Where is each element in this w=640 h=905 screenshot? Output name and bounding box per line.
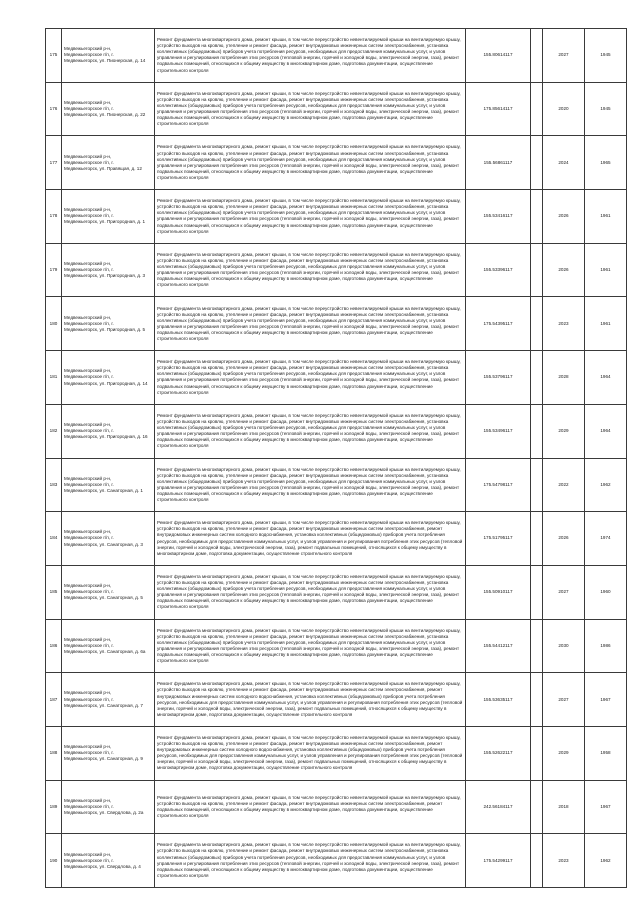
address-street: Медвежьегорск, ул. Пионерская, д. 22 (64, 112, 146, 118)
spacer-cell (531, 297, 543, 351)
works-cell (155, 243, 466, 297)
address-district: Медвежьегорский р-н, (64, 153, 112, 159)
area-cell: 242.56184117 (466, 780, 531, 834)
spacer-cell (531, 834, 543, 888)
works-cell (155, 29, 466, 83)
table-row (46, 29, 627, 83)
table-row (46, 619, 627, 673)
table-row (46, 512, 627, 566)
works-text: Ремонт фундамента многоквартирного дома, ремонт крыши, в том числе переустройство невентилируемой крыши на вентилируемую крышу, устройство выходов на кровлю, утепление и ремонт фасада, ремонт внутридомовых инженерных систем электроснабжения, ремонт внутридомовых инженерных систем холодного водоснабжения, установка коллективных (общедомовых) приборов учета потребления ресурсов, необходимых для предоставления коммунальных услуг, и узлов управления и регулирования потребления этих ресурсов (тепловой энергии, горячей и холодной воды, электрической энергии, газа), ремонт подвальных помещений, относящихся к общему имуществу в многоквартирном доме, подготовка документации, осуществление строительного контроля (157, 681, 463, 717)
table-row (46, 243, 627, 297)
table-row (46, 780, 627, 834)
area-cell: 175.54299117 (466, 834, 531, 888)
works-cell (155, 190, 466, 244)
build-year-cell: 1960 (585, 565, 627, 619)
area-cell: 175.85614117 (466, 82, 531, 136)
row-number: 175 (46, 29, 62, 83)
plan-year-cell: 2027 (543, 673, 585, 727)
build-year-cell: 1958 (585, 726, 627, 780)
works-cell (155, 351, 466, 405)
address-settlement: Медвежьегорское г/п, г. (64, 159, 114, 165)
row-number: 185 (46, 565, 62, 619)
address-cell (62, 780, 155, 834)
row-number: 179 (46, 243, 62, 297)
table-row (46, 834, 627, 888)
build-year-cell: 1961 (585, 190, 627, 244)
plan-year-cell: 2028 (543, 351, 585, 405)
address-street: Медвежьегорск, ул. Санаторная, д. 5 (64, 595, 143, 601)
spacer-cell (531, 136, 543, 190)
build-year-cell: 1961 (585, 297, 627, 351)
build-year-cell: 1964 (585, 404, 627, 458)
plan-year-cell: 2026 (543, 190, 585, 244)
address-cell (62, 512, 155, 566)
works-cell (155, 404, 466, 458)
spacer-cell (531, 619, 543, 673)
row-number: 187 (46, 673, 62, 727)
address-district: Медвежьегорский р-н, (64, 99, 112, 105)
address-street: Медвежьегорск, ул. Санаторная, д. 7 (64, 702, 143, 708)
build-year-cell: 1965 (585, 136, 627, 190)
plan-year-cell: 2026 (543, 512, 585, 566)
table-row (46, 565, 627, 619)
area-cell: 155.52622117 (466, 726, 531, 780)
area-cell: 155.53416117 (466, 190, 531, 244)
works-text: Ремонт фундамента многоквартирного дома, ремонт крыши, в том числе переустройство невентилируемой крыши на вентилируемую крышу, устройство выходов на кровлю, утепление и ремонт фасада, ремонт внутридомовых инженерных систем электроснабжения, установка коллективных (общедомовых) приборов учета потребления ресурсов, необходимых для предоставления коммунальных услуг, и узлов управления и регулирования потребления этих ресурсов (тепловой энергии, горячей и холодной воды, электрической энергии, газа), ремонт подвальных помещений, относящихся к общему имуществу в многоквартирном доме, подготовка документации, осуществление строительного контроля (157, 412, 461, 449)
area-cell: 175.54798117 (466, 458, 531, 512)
address-settlement: Медвежьегорское г/п, г. (64, 642, 114, 648)
address-street: Медвежьегорск, ул. Пионерская, д. 14 (64, 58, 146, 64)
address-settlement: Медвежьегорское г/п, г. (64, 481, 114, 487)
area-cell: 155.56861117 (466, 136, 531, 190)
address-street: Медвежьегорск, ул. Санаторная, д. 6а (64, 648, 146, 654)
area-cell: 175.54395117 (466, 297, 531, 351)
address-cell (62, 834, 155, 888)
build-year-cell: 1967 (585, 673, 627, 727)
works-cell (155, 82, 466, 136)
build-year-cell: 1945 (585, 29, 627, 83)
address-district: Медвежьегорский р-н, (64, 636, 112, 642)
address-street: Медвежьегорск, ул. Пригородная, д. 14 (64, 380, 148, 386)
works-text: Ремонт фундамента многоквартирного дома, ремонт крыши, в том числе переустройство невентилируемой крыши на вентилируемую крышу, устройство выходов на кровлю, утепление и ремонт фасада, ремонт внутридомовых инженерных систем электроснабжения, установка коллективных (общедомовых) приборов учета потребления ресурсов, необходимых для предоставления коммунальных услуг, и узлов управления и регулирования потребления этих ресурсов (тепловой энергии, горячей и холодной воды, электрической энергии, газа), ремонт подвальных помещений, относящихся к общему имуществу в многоквартирном доме, подготовка документации, осуществление строительного контроля (157, 198, 461, 234)
address-district: Медвежьегорский р-н, (64, 46, 112, 52)
address-street: Медвежьегорск, ул. Свердлова, д. 4 (64, 863, 141, 869)
address-district: Медвежьегорский р-н, (64, 475, 112, 481)
spacer-cell (531, 673, 543, 727)
spacer-cell (531, 565, 543, 619)
works-cell (155, 297, 466, 351)
works-cell (155, 565, 466, 619)
address-cell (62, 136, 155, 190)
build-year-cell: 1974 (585, 512, 627, 566)
works-cell (155, 512, 466, 566)
plan-year-cell: 2030 (543, 619, 585, 673)
area-cell: 155.50910117 (466, 565, 531, 619)
row-number: 182 (46, 404, 62, 458)
works-text: Ремонт фундамента многоквартирного дома, ремонт крыши, в том числе переустройство невентилируемой крыши на вентилируемую крышу, устройство выходов на кровлю, утепление и ремонт фасада, ремонт внутридомовых инженерных систем электроснабжения, ремонт внутридомовых инженерных систем холодного водоснабжения, установка коллективных (общедомовых) приборов учета потребления ресурсов, необходимых для предоставления коммунальных услуг, и узлов управления и регулирования потребления этих ресурсов (тепловой энергии, горячей и холодной воды, электрической энергии, газа), ремонт подвальных помещений, относящихся к общему имуществу в многоквартирном доме, подготовка документации, осуществление строительного контроля (157, 520, 463, 556)
address-cell (62, 82, 155, 136)
row-number: 180 (46, 297, 62, 351)
address-street: Медвежьегорск, ул. Санаторная, д. 3 (64, 541, 143, 547)
address-district: Медвежьегорский р-н, (64, 529, 112, 535)
row-number: 186 (46, 619, 62, 673)
plan-year-cell: 2027 (543, 29, 585, 83)
spacer-cell (531, 458, 543, 512)
address-settlement: Медвежьегорское г/п, г. (64, 589, 114, 595)
works-cell (155, 673, 466, 727)
address-settlement: Медвежьегорское г/п, г. (64, 52, 114, 58)
address-settlement: Медвежьегорское г/п, г. (64, 320, 114, 326)
plan-year-cell: 2023 (543, 834, 585, 888)
address-settlement: Медвежьегорское г/п, г. (64, 696, 114, 702)
spacer-cell (531, 404, 543, 458)
row-number: 181 (46, 351, 62, 405)
plan-year-cell: 2022 (543, 458, 585, 512)
works-text: Ремонт фундамента многоквартирного дома, ремонт крыши, в том числе переустройство невентилируемой крыши на вентилируемую крышу, устройство выходов на кровлю, утепление и ремонт фасада, ремонт внутридомовых инженерных систем электроснабжения, ремонт внутридомовых инженерных систем холодного водоснабжения, установка коллективных (общедомовых) приборов учета потребления ресурсов, необходимых для предоставления коммунальных услуг, и узлов управления и регулирования потребления этих ресурсов (тепловой энергии, горячей и холодной воды, электрической энергии, газа), ремонт подвальных помещений, относящихся к общему имуществу в многоквартирном доме, подготовка документации, осуществление строительного контроля (157, 735, 463, 771)
works-cell (155, 619, 466, 673)
row-number: 178 (46, 190, 62, 244)
table-row (46, 726, 627, 780)
address-district: Медвежьегорский р-н, (64, 314, 112, 320)
build-year-cell: 1964 (585, 351, 627, 405)
address-district: Медвежьегорский р-н, (64, 422, 112, 428)
address-district: Медвежьегорский р-н, (64, 207, 112, 213)
address-district: Медвежьегорский р-н, (64, 583, 112, 589)
area-cell: 155.53496117 (466, 404, 531, 458)
area-cell: 155.54412117 (466, 619, 531, 673)
table-body (46, 29, 627, 888)
works-cell (155, 726, 466, 780)
table-row (46, 458, 627, 512)
works-text: Ремонт фундамента многоквартирного дома, ремонт крыши, в том числе переустройство невентилируемой крыши на вентилируемую крышу, устройство выходов на кровлю, утепление и ремонт фасада, ремонт внутридомовых инженерных систем электроснабжения, установка коллективных (общедомовых) приборов учета потребления ресурсов, необходимых для предоставления коммунальных услуг, и узлов управления и регулирования потребления этих ресурсов (тепловой энергии, горячей и холодной воды, электрической энергии, газа), ремонт подвальных помещений, относящихся к общему имуществу в многоквартирном доме, подготовка документации, осуществление строительного контроля (157, 466, 461, 503)
works-cell (155, 780, 466, 834)
address-settlement: Медвежьегорское г/п, г. (64, 213, 114, 219)
build-year-cell: 1961 (585, 243, 627, 297)
address-street: Медвежьегорск, ул. Пригородная, д. 1 (64, 219, 146, 225)
address-settlement: Медвежьегорское г/п, г. (64, 750, 114, 756)
address-settlement: Медвежьегорское г/п, г. (64, 374, 114, 380)
build-year-cell: 1945 (585, 82, 627, 136)
row-number: 177 (46, 136, 62, 190)
build-year-cell: 1962 (585, 458, 627, 512)
table-row (46, 190, 627, 244)
works-cell (155, 834, 466, 888)
spacer-cell (531, 512, 543, 566)
table-row (46, 82, 627, 136)
plan-year-cell: 2023 (543, 297, 585, 351)
address-district: Медвежьегорский р-н, (64, 690, 112, 696)
address-street: Медвежьегорск, ул. Санаторная, д. 1 (64, 487, 143, 493)
address-settlement: Медвежьегорское г/п, г. (64, 803, 114, 809)
works-text: Ремонт фундамента многоквартирного дома, ремонт крыши, в том числе переустройство невентилируемой крыши на вентилируемую крышу, устройство выходов на кровлю, утепление и ремонт фасада, ремонт внутридомовых инженерных систем электроснабжения, установка коллективных (общедомовых) приборов учета потребления ресурсов, необходимых для предоставления коммунальных услуг, и узлов управления и регулирования потребления этих ресурсов (тепловой энергии, горячей и холодной воды, электрической энергии, газа), ремонт подвальных помещений, относящихся к общему имуществу в многоквартирном доме, подготовка документации, осуществление строительного контроля (157, 251, 461, 288)
row-number: 189 (46, 780, 62, 834)
address-street: Медвежьегорск, ул. Свердлова, д. 2а (64, 810, 144, 816)
plan-year-cell: 2020 (543, 82, 585, 136)
plan-year-cell: 2024 (543, 136, 585, 190)
plan-year-cell: 2027 (543, 565, 585, 619)
works-text: Ремонт фундамента многоквартирного дома, ремонт крыши, в том числе переустройство невентилируемой крыши на вентилируемую крышу, устройство выходов на кровлю, утепление и ремонт фасада, ремонт внутридомовых инженерных систем электроснабжения, установка коллективных (общедомовых) приборов учета потребления ресурсов, необходимых для предоставления коммунальных услуг, и узлов управления и регулирования потребления этих ресурсов (тепловой энергии, горячей и холодной воды, электрической энергии, газа), ремонт подвальных помещений, относящихся к общему имуществу в многоквартирном доме, подготовка документации, осуществление строительного контроля (157, 305, 461, 341)
works-text: Ремонт фундамента многоквартирного дома, ремонт крыши, в том числе переустройство невентилируемой крыши на вентилируемую крышу, устройство выходов на кровлю, утепление и ремонт фасада, ремонт внутридомовых инженерных систем электроснабжения, установка коллективных (общедомовых) приборов учета потребления ресурсов, необходимых для предоставления коммунальных услуг, и узлов управления и регулирования потребления этих ресурсов (тепловой энергии, горячей и холодной воды, электрической энергии, газа), ремонт подвальных помещений, относящихся к общему имуществу в многоквартирном доме, подготовка документации, осуществление строительного контроля (157, 359, 461, 395)
address-cell (62, 565, 155, 619)
plan-year-cell: 2029 (543, 404, 585, 458)
table-row (46, 297, 627, 351)
address-settlement: Медвежьегорское г/п, г. (64, 857, 114, 863)
table-row (46, 673, 627, 727)
address-cell (62, 404, 155, 458)
row-number: 176 (46, 82, 62, 136)
row-number: 188 (46, 726, 62, 780)
works-cell (155, 458, 466, 512)
build-year-cell: 1967 (585, 780, 627, 834)
area-cell: 155.53635117 (466, 673, 531, 727)
row-number: 190 (46, 834, 62, 888)
address-district: Медвежьегорский р-н, (64, 797, 112, 803)
address-settlement: Медвежьегорское г/п, г. (64, 267, 114, 273)
address-street: Медвежьегорск, ул. Правящая, д. 12 (64, 165, 142, 171)
address-district: Медвежьегорский р-н, (64, 368, 112, 374)
build-year-cell: 1962 (585, 834, 627, 888)
spacer-cell (531, 780, 543, 834)
table-row (46, 404, 627, 458)
address-cell (62, 297, 155, 351)
works-text: Ремонт фундамента многоквартирного дома, ремонт крыши, в том числе переустройство невентилируемой крыши на вентилируемую крышу, устройство выходов на кровлю, утепление и ремонт фасада, ремонт внутридомовых инженерных систем электроснабжения, ремонт подвальных помещений, относящихся к общему имуществу в многоквартирном доме, подготовка документации, осуществление строительного контроля (157, 794, 461, 819)
spacer-cell (531, 243, 543, 297)
address-district: Медвежьегорский р-н, (64, 851, 112, 857)
address-cell (62, 351, 155, 405)
works-text: Ремонт фундамента многоквартирного дома, ремонт крыши, в том числе переустройство невентилируемой крыши на вентилируемую крышу, устройство выходов на кровлю, утепление и ремонт фасада, ремонт внутридомовых инженерных систем электроснабжения, установка коллективных (общедомовых) приборов учета потребления ресурсов, необходимых для предоставления коммунальных услуг, и узлов управления и регулирования потребления этих ресурсов (тепловой энергии, горячей и холодной воды, электрической энергии, газа), ремонт подвальных помещений, относящихся к общему имуществу в многоквартирном доме, подготовка документации, осуществление строительного контроля (157, 144, 461, 180)
spacer-cell (531, 29, 543, 83)
address-street: Медвежьегорск, ул. Пригородная, д. 3 (64, 273, 146, 279)
repair-program-table (45, 28, 627, 888)
works-text: Ремонт фундамента многоквартирного дома, ремонт крыши, в том числе переустройство невентилируемой крыши на вентилируемую крышу, устройство выходов на кровлю, утепление и ремонт фасада, ремонт внутридомовых инженерных систем электроснабжения, установка коллективных (общедомовых) приборов учета потребления ресурсов, необходимых для предоставления коммунальных услуг, и узлов управления и регулирования потребления этих ресурсов (тепловой энергии, горячей и холодной воды, электрической энергии, газа), ремонт подвальных помещений, относящихся к общему имуществу в многоквартирном доме, подготовка документации, осуществление строительного контроля (157, 90, 461, 127)
address-cell (62, 619, 155, 673)
address-cell (62, 726, 155, 780)
plan-year-cell: 2029 (543, 726, 585, 780)
row-number: 183 (46, 458, 62, 512)
address-street: Медвежьегорск, ул. Санаторная, д. 9 (64, 756, 143, 762)
spacer-cell (531, 351, 543, 405)
address-settlement: Медвежьегорское г/п, г. (64, 535, 114, 541)
works-text: Ремонт фундамента многоквартирного дома, ремонт крыши, в том числе переустройство невентилируемой крыши на вентилируемую крышу, устройство выходов на кровлю, утепление и ремонт фасада, ремонт внутридомовых инженерных систем электроснабжения, установка коллективных (общедомовых) приборов учета потребления ресурсов, необходимых для предоставления коммунальных услуг, и узлов управления и регулирования потребления этих ресурсов (тепловой энергии, горячей и холодной воды, электрической энергии, газа), ремонт подвальных помещений, относящихся к общему имуществу в многоквартирном доме, подготовка документации, осуществление строительного контроля (157, 627, 461, 664)
address-cell (62, 29, 155, 83)
table-row (46, 136, 627, 190)
address-cell (62, 190, 155, 244)
row-number: 184 (46, 512, 62, 566)
works-cell (155, 136, 466, 190)
area-cell: 155.80614117 (466, 29, 531, 83)
spacer-cell (531, 190, 543, 244)
area-cell: 155.53796117 (466, 351, 531, 405)
address-district: Медвежьегорский р-н, (64, 744, 112, 750)
works-text: Ремонт фундамента многоквартирного дома, ремонт крыши, в том числе переустройство невентилируемой крыши на вентилируемую крышу, устройство выходов на кровлю, утепление и ремонт фасада, ремонт внутридомовых инженерных систем электроснабжения, установка коллективных (общедомовых) приборов учета потребления ресурсов, необходимых для предоставления коммунальных услуг, и узлов управления и регулирования потребления этих ресурсов (тепловой энергии, горячей и холодной воды, электрической энергии, газа), ремонт подвальных помещений, относящихся к общему имуществу в многоквартирном доме, подготовка документации, осуществление строительного контроля (157, 37, 461, 73)
area-cell: 175.51795117 (466, 512, 531, 566)
works-text: Ремонт фундамента многоквартирного дома, ремонт крыши, в том числе переустройство невентилируемой крыши на вентилируемую крышу, устройство выходов на кровлю, утепление и ремонт фасада, ремонт внутридомовых инженерных систем электроснабжения, установка коллективных (общедомовых) приборов учета потребления ресурсов, необходимых для предоставления коммунальных услуг, и узлов управления и регулирования потребления этих ресурсов (тепловой энергии, горячей и холодной воды, электрической энергии, газа), ремонт подвальных помещений, относящихся к общему имуществу в многоквартирном доме, подготовка документации, осуществление строительного контроля (157, 842, 461, 878)
table-row (46, 351, 627, 405)
spacer-cell (531, 726, 543, 780)
address-district: Медвежьегорский р-н, (64, 260, 112, 266)
plan-year-cell: 2026 (543, 243, 585, 297)
address-settlement: Медвежьегорское г/п, г. (64, 428, 114, 434)
build-year-cell: 1986 (585, 619, 627, 673)
plan-year-cell: 2018 (543, 780, 585, 834)
address-cell (62, 673, 155, 727)
spacer-cell (531, 82, 543, 136)
address-street: Медвежьегорск, ул. Пригородная, д. 5 (64, 326, 146, 332)
address-street: Медвежьегорск, ул. Пригородная, д. 16 (64, 434, 148, 440)
address-cell (62, 243, 155, 297)
address-settlement: Медвежьегорское г/п, г. (64, 105, 114, 111)
address-cell (62, 458, 155, 512)
area-cell: 155.53396117 (466, 243, 531, 297)
works-text: Ремонт фундамента многоквартирного дома, ремонт крыши, в том числе переустройство невентилируемой крыши на вентилируемую крышу, устройство выходов на кровлю, утепление и ремонт фасада, ремонт внутридомовых инженерных систем электроснабжения, установка коллективных (общедомовых) приборов учета потребления ресурсов, необходимых для предоставления коммунальных услуг, и узлов управления и регулирования потребления этих ресурсов (тепловой энергии, горячей и холодной воды, электрической энергии, газа), ремонт подвальных помещений, относящихся к общему имуществу в многоквартирном доме, подготовка документации, осуществление строительного контроля (157, 573, 461, 610)
